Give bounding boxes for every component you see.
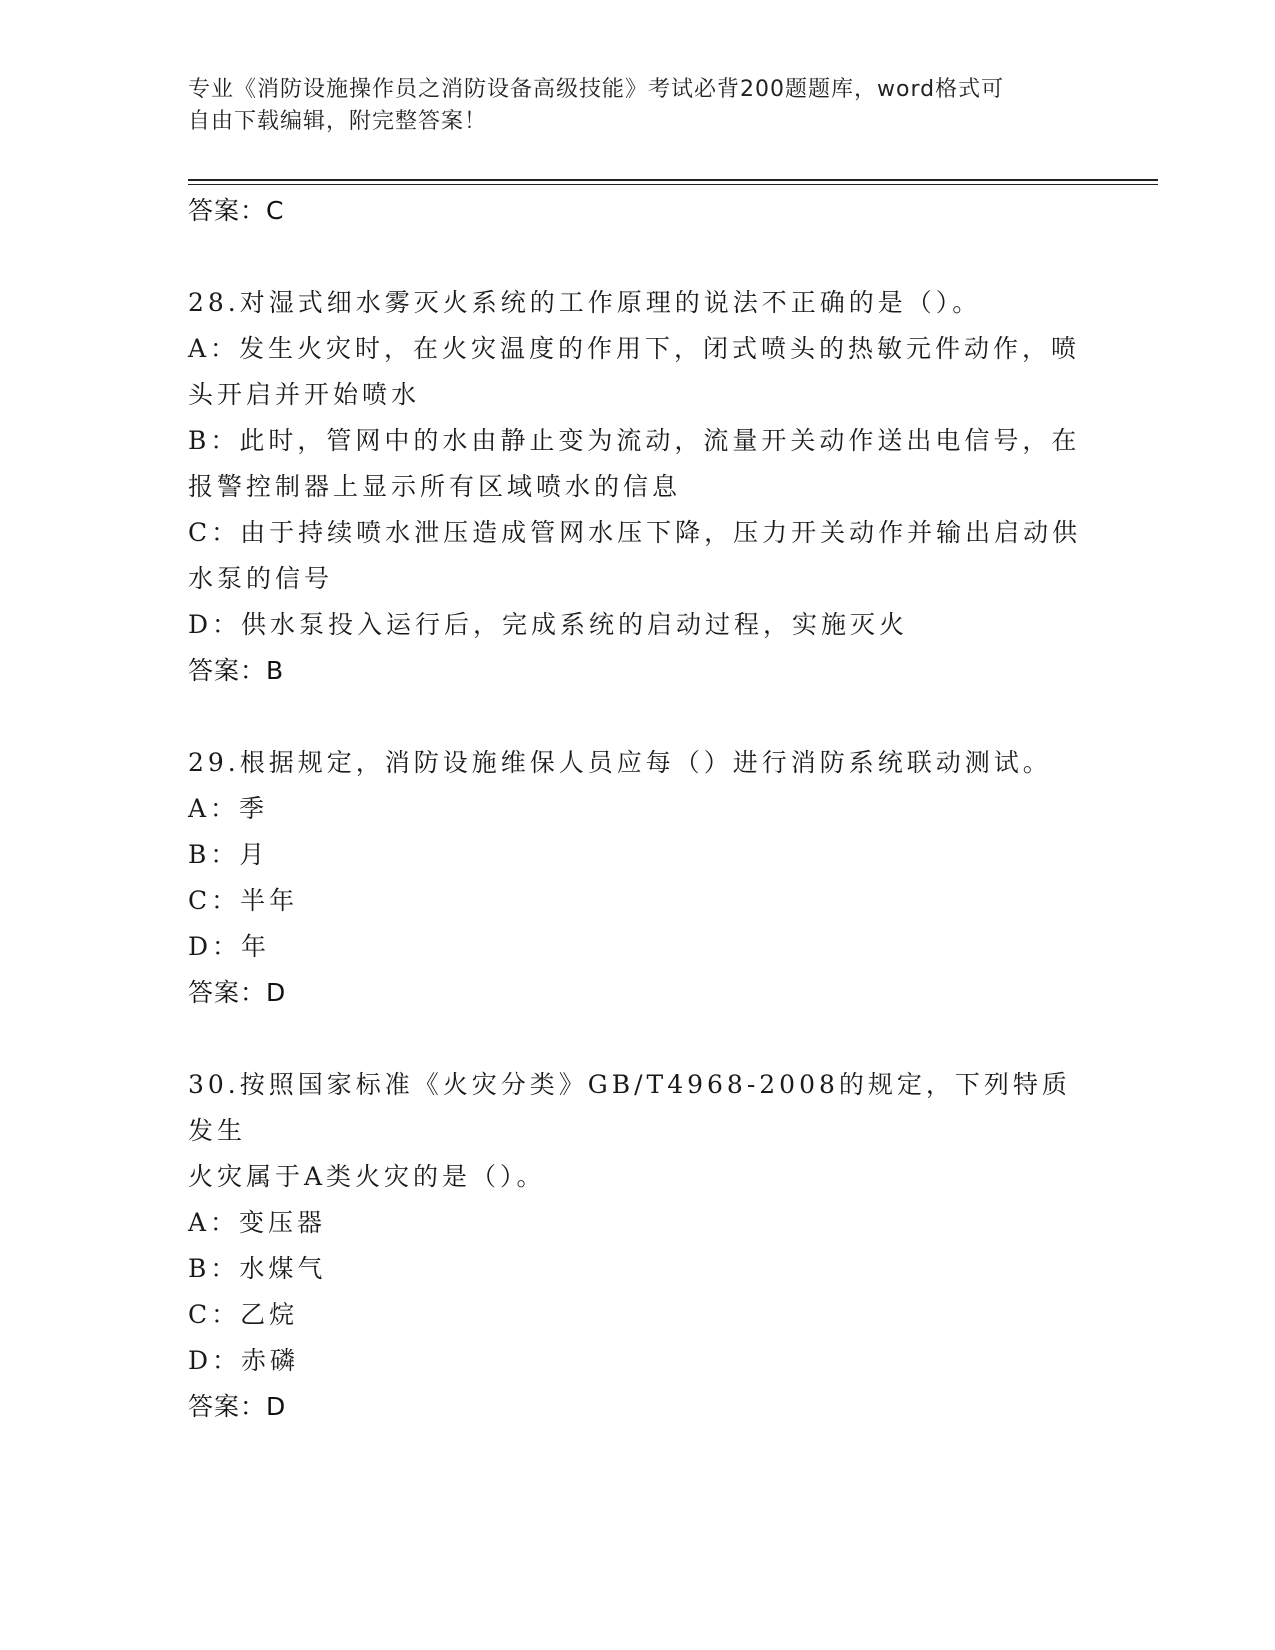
header-line: 专业《消防设施操作员之消防设备高级技能》考试必背200题题库，word格式可: [188, 77, 1005, 102]
question-option: D：年: [188, 932, 271, 961]
question-option: 水泵的信号: [188, 564, 334, 593]
question-option: 报警控制器上显示所有区域喷水的信息: [188, 472, 682, 501]
question-option: B：水煤气: [188, 1254, 327, 1283]
question-option: C：乙烷: [188, 1300, 299, 1329]
question-block: [188, 740, 1088, 1016]
question-stem: 火灾属于A类火灾的是（）。: [188, 1162, 546, 1191]
question-list: [188, 188, 1088, 1430]
question-stem: 30.按照国家标准《火灾分类》GB/T4968-2008的规定，下列特质发生: [188, 1070, 1071, 1145]
header-divider-thin: [188, 184, 1158, 185]
question-option: B：此时，管网中的水由静止变为流动，流量开关动作送出电信号，在: [188, 426, 1081, 455]
header-divider: [188, 179, 1158, 181]
question-stem: 29.根据规定，消防设施维保人员应每（）进行消防系统联动测试。: [188, 748, 1052, 777]
answer-line: 答案：D: [188, 978, 287, 1007]
question-option: A：发生火灾时，在火灾温度的作用下，闭式喷头的热敏元件动作，喷: [188, 334, 1081, 363]
answer-line: 答案：B: [188, 656, 285, 685]
question-option: C：半年: [188, 886, 299, 915]
header-line: 自由下载编辑，附完整答案！: [188, 109, 488, 134]
answer-line: 答案：D: [188, 1392, 287, 1421]
question-option: B：月: [188, 840, 269, 869]
question-block: [188, 280, 1088, 694]
question-option: A：季: [188, 794, 269, 823]
question-option: A：变压器: [188, 1208, 327, 1237]
question-option: D：供水泵投入运行后，完成系统的启动过程，实施灭火: [188, 610, 909, 639]
question-option: C：由于持续喷水泄压造成管网水压下降，压力开关动作并输出启动供: [188, 518, 1082, 547]
answer-line: 答案：C: [188, 196, 285, 225]
question-stem: 28.对湿式细水雾灭火系统的工作原理的说法不正确的是（）。: [188, 288, 982, 317]
question-option: 头开启并开始喷水: [188, 380, 421, 409]
document-header: [188, 74, 1088, 138]
question-option: D：赤磷: [188, 1346, 300, 1375]
question-block: [188, 1062, 1088, 1430]
